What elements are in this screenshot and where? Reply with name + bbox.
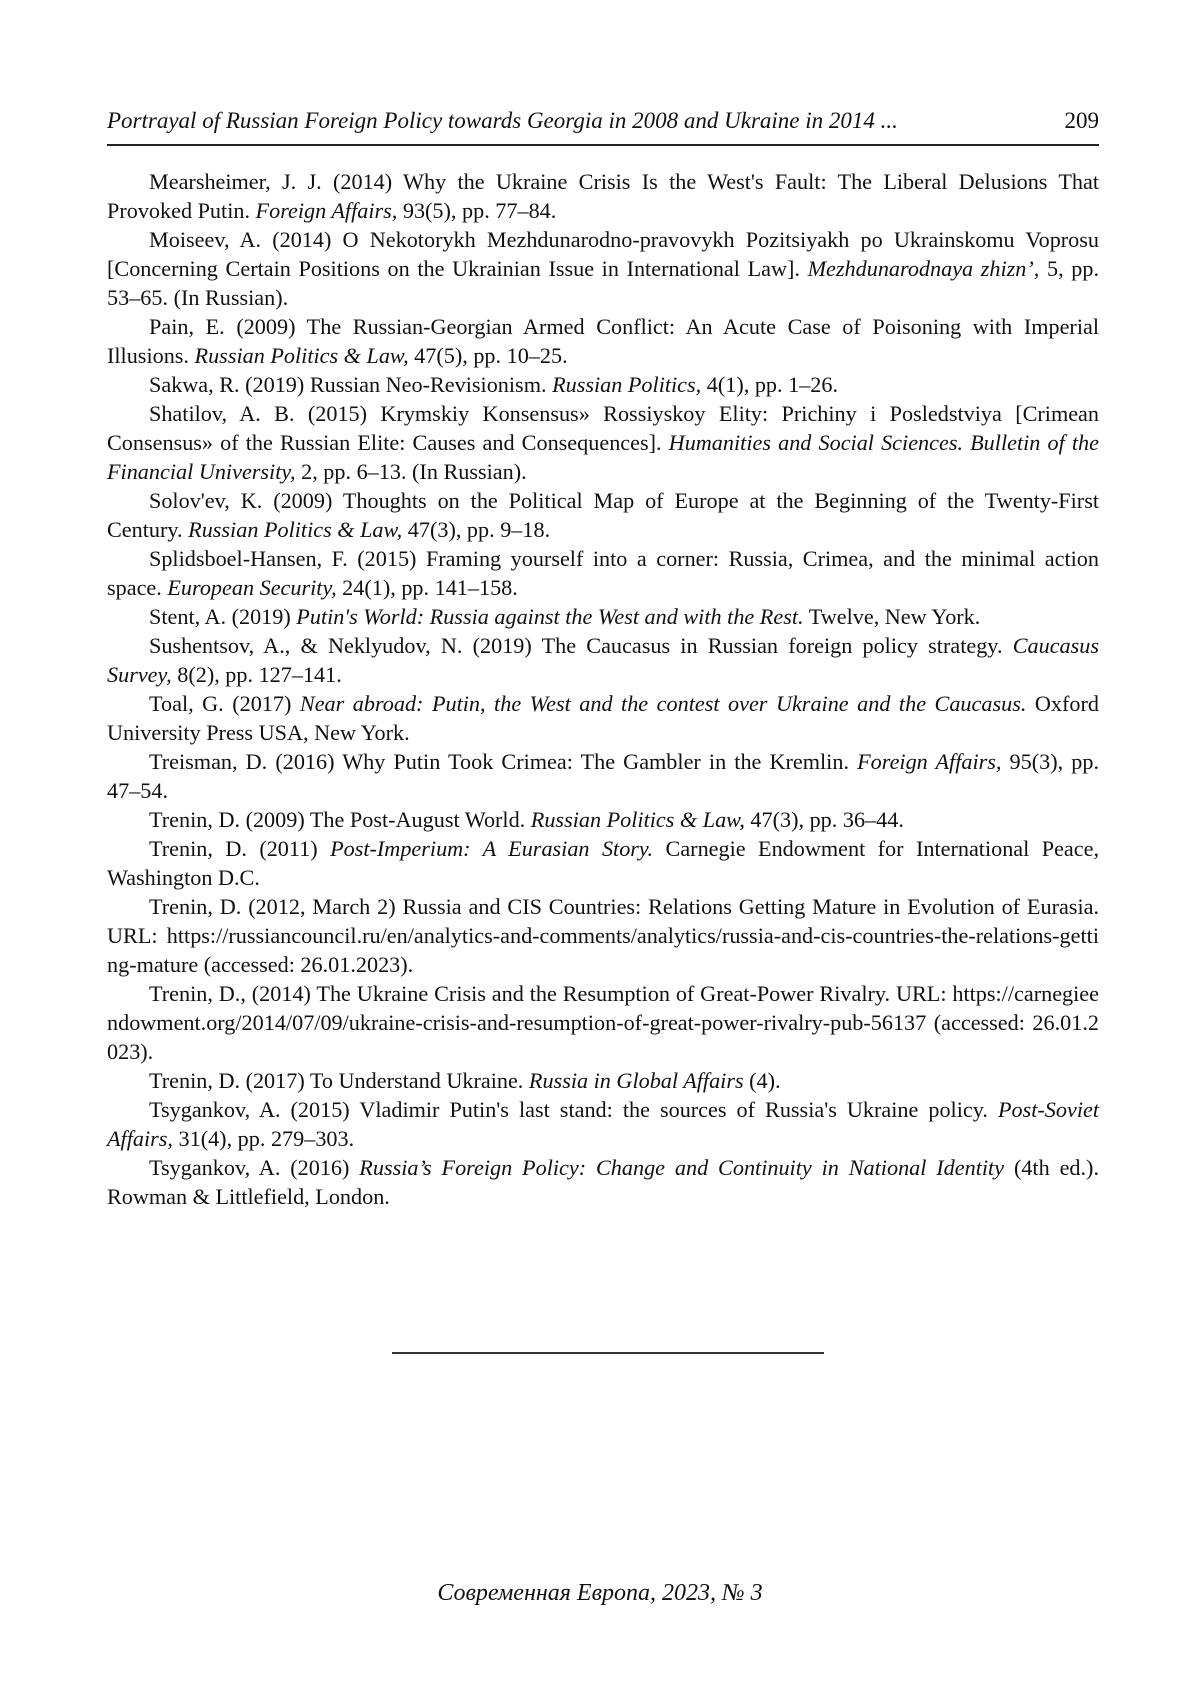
end-of-article-rule — [392, 1352, 824, 1354]
reference-item: Trenin, D., (2014) The Ukraine Crisis and the Resumption of Great-Power Rivalry. URL: https://carnegieendowment.org/2014/07/09/ukraine-crisis-and-resumption-of-great-power-rivalry-pub-56137 (accessed: 26.01.2023). — [107, 981, 1099, 1064]
reference-item: Tsygankov, A. (2016) Russia’s Foreign Policy: Change and Continuity in National Identity (4th ed.). Rowman & Littlefield, London. — [107, 1155, 1099, 1209]
reference-item: Mearsheimer, J. J. (2014) Why the Ukraine Crisis Is the West's Fault: The Liberal Delusions That Provoked Putin. Foreign Affairs, 93(5), pp. 77–84. — [107, 169, 1099, 223]
reference-item: Shatilov, A. B. (2015) Krymskiy Konsensus» Rossiyskoy Elity: Prichiny i Posledstviya [Crimean Consensus» of the Russian Elite: Causes and Consequences]. Humanities and Social Sciences. Bulletin of the Financial University, 2, pp. 6–13. (In Russian). — [107, 401, 1099, 484]
running-title: Portrayal of Russian Foreign Policy towards Georgia in 2008 and Ukraine in 2014 ... — [107, 108, 898, 133]
reference-item: Pain, E. (2009) The Russian-Georgian Armed Conflict: An Acute Case of Poisoning with Imperial Illusions. Russian Politics & Law, 47(5), pp. 10–25. — [107, 314, 1099, 368]
reference-item: Moiseev, A. (2014) O Nekotorykh Mezhdunarodno-pravovykh Pozitsiyakh po Ukrainskomu Voprosu [Concerning Certain Positions on the Ukrainian Issue in International Law]. Mezhdunarodnaya zhizn’, 5, pp. 53–65. (In Russian). — [107, 227, 1099, 310]
reference-item: Trenin, D. (2009) The Post-August World. Russian Politics & Law, 47(3), pp. 36–44. — [149, 807, 904, 832]
reference-item: Trenin, D. (2017) To Understand Ukraine. Russia in Global Affairs (4). — [149, 1068, 781, 1093]
reference-item: Sushentsov, A., & Neklyudov, N. (2019) The Caucasus in Russian foreign policy strategy. Caucasus Survey, 8(2), pp. 127–141. — [107, 633, 1099, 687]
reference-item: Treisman, D. (2016) Why Putin Took Crimea: The Gambler in the Kremlin. Foreign Affairs, 95(3), pp. 47–54. — [107, 749, 1099, 803]
page-number: 209 — [1064, 108, 1099, 133]
running-head — [107, 104, 1099, 146]
reference-item: Splidsboel-Hansen, F. (2015) Framing yourself into a corner: Russia, Crimea, and the minimal action space. European Security, 24(1), pp. 141–158. — [107, 546, 1099, 600]
reference-item: Tsygankov, A. (2015) Vladimir Putin's last stand: the sources of Russia's Ukraine policy. Post-Soviet Affairs, 31(4), pp. 279–303. — [107, 1097, 1099, 1151]
reference-item: Trenin, D. (2011) Post-Imperium: A Eurasian Story. Carnegie Endowment for International Peace, Washington D.C. — [107, 836, 1100, 890]
reference-item: Stent, A. (2019) Putin's World: Russia against the West and with the Rest. Twelve, New York. — [149, 604, 981, 629]
reference-item: Sakwa, R. (2019) Russian Neo-Revisionism. Russian Politics, 4(1), pp. 1–26. — [149, 372, 839, 397]
journal-footer: Современная Европа, 2023, № 3 — [437, 1580, 763, 1606]
reference-item: Solov'ev, K. (2009) Thoughts on the Political Map of Europe at the Beginning of the Twenty-First Century. Russian Politics & Law, 47(3), pp. 9–18. — [107, 488, 1099, 542]
reference-list — [107, 167, 1099, 1211]
reference-item: Toal, G. (2017) Near abroad: Putin, the West and the contest over Ukraine and the Caucasus. Oxford University Press USA, New York. — [107, 691, 1099, 745]
reference-item: Trenin, D. (2012, March 2) Russia and CIS Countries: Relations Getting Mature in Evolution of Eurasia. URL: https://russiancouncil.ru/en/analytics-and-comments/analytics/russia-and-cis-countries-the-relations-getting-mature (accessed: 26.01.2023). — [107, 894, 1099, 977]
